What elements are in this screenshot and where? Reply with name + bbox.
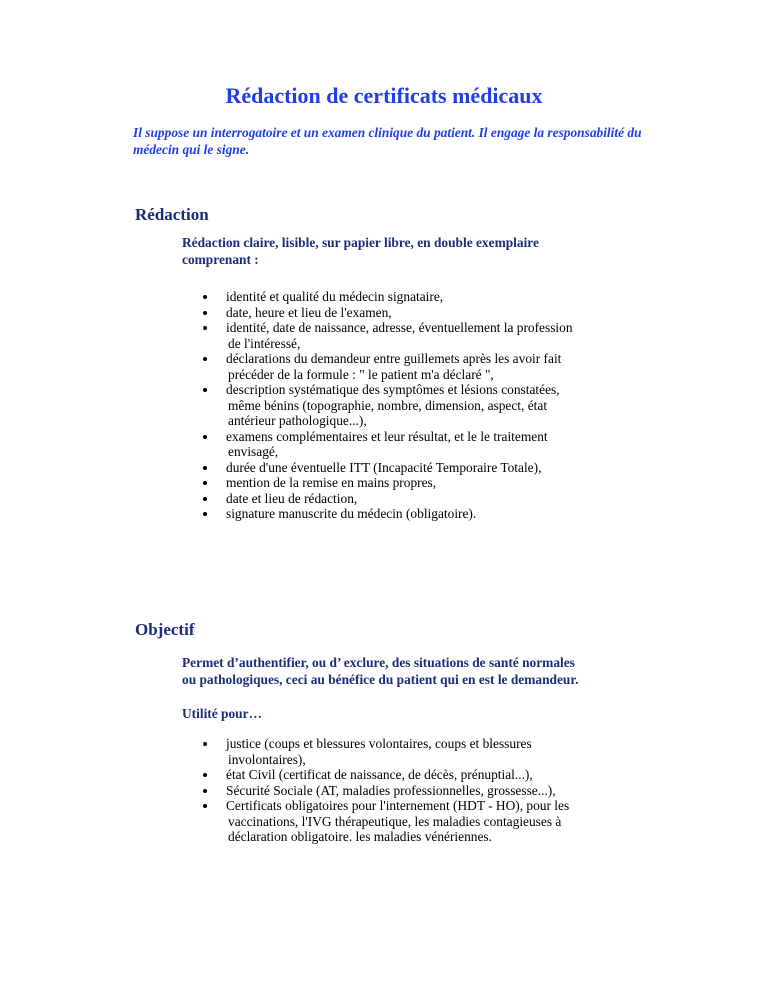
intro-paragraph: Il suppose un interrogatoire et un examen clinique du patient. Il engage la responsabilité du médecin qui le signe. — [133, 125, 642, 157]
list-item: justice (coups et blessures volontaires, coups et blessures involontaires), — [182, 736, 582, 767]
list-item: durée d'une éventuelle ITT (Incapacité Temporaire Totale), — [182, 460, 582, 476]
list-item: Sécurité Sociale (AT, maladies professionnelles, grossesse...), — [182, 783, 582, 799]
objectif-list — [182, 736, 582, 845]
list-item: examens complémentaires et leur résultat, et le le traitement envisagé, — [182, 429, 582, 460]
objectif-lead: Permet d’authentifier, ou d’ exclure, des situations de santé normales ou pathologiques, ceci au bénéfice du patient qui en est le demandeur. — [182, 655, 579, 687]
list-item: identité, date de naissance, adresse, éventuellement la profession de l'intéressé, — [182, 320, 582, 351]
list-item: signature manuscrite du médecin (obligatoire). — [182, 506, 582, 522]
section-heading-redaction: Rédaction — [135, 205, 209, 224]
redaction-lead: Rédaction claire, lisible, sur papier libre, en double exemplaire comprenant : — [182, 235, 539, 267]
list-item: état Civil (certificat de naissance, de décès, prénuptial...), — [182, 767, 582, 783]
list-item: mention de la remise en mains propres, — [182, 475, 582, 491]
section-heading-objectif: Objectif — [135, 620, 195, 639]
list-item: description systématique des symptômes et lésions constatées, même bénins (topographie, nombre, dimension, aspect, état antérieur pathologique...), — [182, 382, 582, 429]
list-item: déclarations du demandeur entre guillemets après les avoir fait précéder de la formule : " le patient m'a déclaré ", — [182, 351, 582, 382]
objectif-utility-label: Utilité pour… — [182, 706, 262, 721]
list-item: Certificats obligatoires pour l'internement (HDT - HO), pour les vaccinations, l'IVG thérapeutique, les maladies contagieuses à déclaration obligatoire. les maladies vénériennes. — [182, 798, 582, 845]
redaction-list — [182, 289, 582, 522]
list-item: date et lieu de rédaction, — [182, 491, 582, 507]
list-item: date, heure et lieu de l'examen, — [182, 305, 582, 321]
list-item: identité et qualité du médecin signataire, — [182, 289, 582, 305]
page-title: Rédaction de certificats médicaux — [225, 83, 543, 108]
